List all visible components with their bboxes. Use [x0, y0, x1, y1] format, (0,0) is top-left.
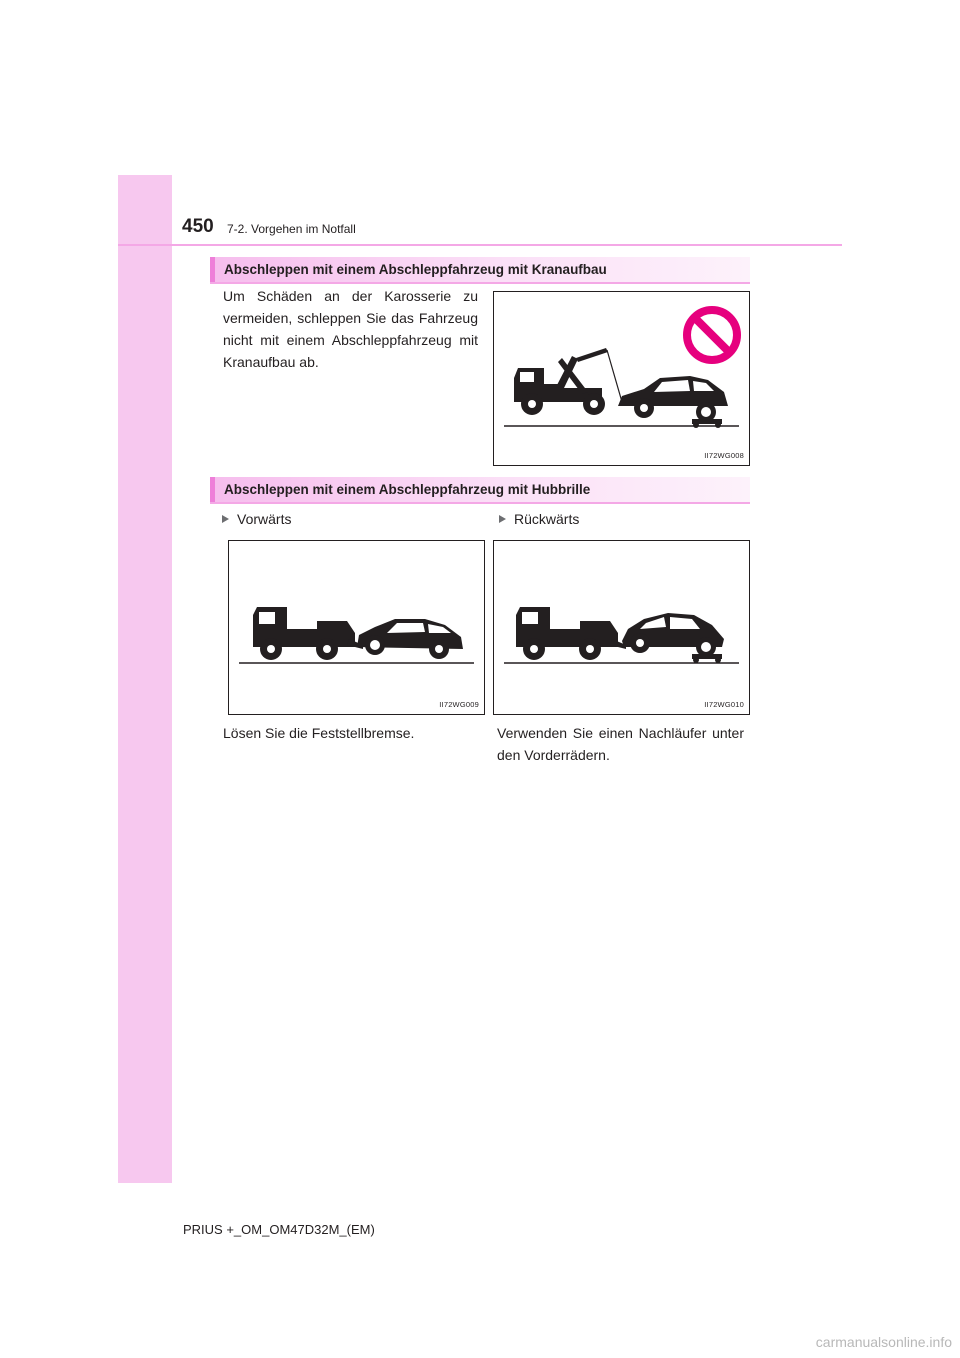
car-graphic	[622, 613, 724, 663]
crane-description: Um Schäden an der Karosserie zu vermeiden, schleppen Sie das Fahrzeug nicht mit einem Abschleppfahrzeug mit Kranaufbau ab.	[223, 288, 478, 370]
page-number: 450	[182, 216, 214, 237]
side-tab-band	[118, 175, 172, 1183]
crane-truck-graphic	[514, 348, 608, 415]
subsection-backward: Rückwärts	[499, 511, 579, 527]
figure-code: II72WG009	[439, 700, 479, 709]
wheel-lift-truck-graphic	[253, 607, 363, 660]
car-graphic	[618, 376, 728, 428]
no-entry-icon	[687, 310, 737, 360]
figure-code: II72WG008	[704, 451, 744, 460]
figure-code: II72WG010	[704, 700, 744, 709]
forward-tow-figure	[228, 540, 485, 715]
wheel-lift-truck-graphic	[516, 607, 626, 660]
section-heading-wheel-lift: Abschleppen mit einem Abschleppfahrzeug mit Hubbrille	[210, 477, 750, 504]
section-heading-crane: Abschleppen mit einem Abschleppfahrzeug mit Kranaufbau	[210, 257, 750, 284]
subsection-forward: Vorwärts	[222, 511, 291, 527]
crane-tow-figure	[493, 291, 750, 466]
triangle-bullet-icon	[499, 515, 506, 523]
chapter-title: 7-2. Vorgehen im Notfall	[227, 222, 356, 236]
header-rule	[118, 244, 842, 246]
backward-description: Verwenden Sie einen Nachläufer unter den Vorderrädern.	[497, 725, 744, 763]
triangle-bullet-icon	[222, 515, 229, 523]
manual-code: PRIUS +_OM_OM47D32M_(EM)	[183, 1222, 375, 1237]
car-graphic	[357, 619, 463, 659]
backward-tow-figure	[493, 540, 750, 715]
forward-description: Lösen Sie die Feststellbremse.	[223, 725, 415, 741]
watermark: carmanualsonline.info	[815, 1334, 952, 1350]
